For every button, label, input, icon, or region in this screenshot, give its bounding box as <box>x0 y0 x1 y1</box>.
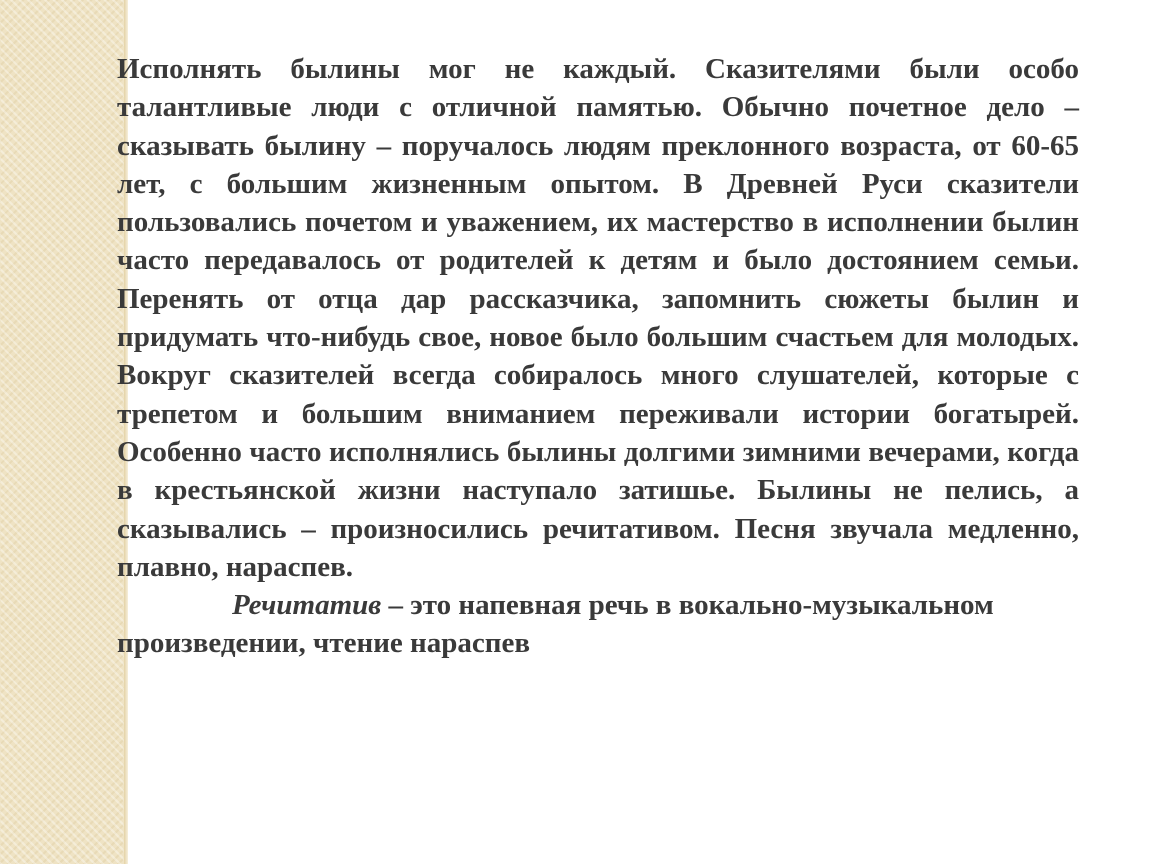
definition-term: Речитатив <box>232 589 382 622</box>
slide-text-content <box>117 50 1079 663</box>
bylina-paragraph: Исполнять былины мог не каждый. Сказителями были особо талантливые люди с отличной памятью. Обычно почетное дело – сказывать былину – поручалось людям преклонного возраста, от 60-65 лет, с большим жизненным опытом. В Древней Руси сказители пользовались почетом и уважением, их мастерство в исполнении былин часто передавалось от родителей к детям и было достоянием семьи. Перенять от отца дар рассказчика, запомнить сюжеты былин и придумать что-нибудь свое, новое было большим счастьем для молодых. Вокруг сказителей всегда собиралось много слушателей, которые с трепетом и большим вниманием переживали истории богатырей. Особенно часто исполнялись былины долгими зимними вечерами, когда в крестьянской жизни наступало затишье. Былины не пелись, а сказывались – произносились речитативом. Песня звучала медленно, плавно, нараспев. <box>117 53 1079 583</box>
decorative-side-strip <box>0 0 128 864</box>
definition-text: – это напевная речь в вокально-музыкальном произведении, чтение нараспев <box>117 589 994 660</box>
definition-paragraph <box>117 586 1079 663</box>
